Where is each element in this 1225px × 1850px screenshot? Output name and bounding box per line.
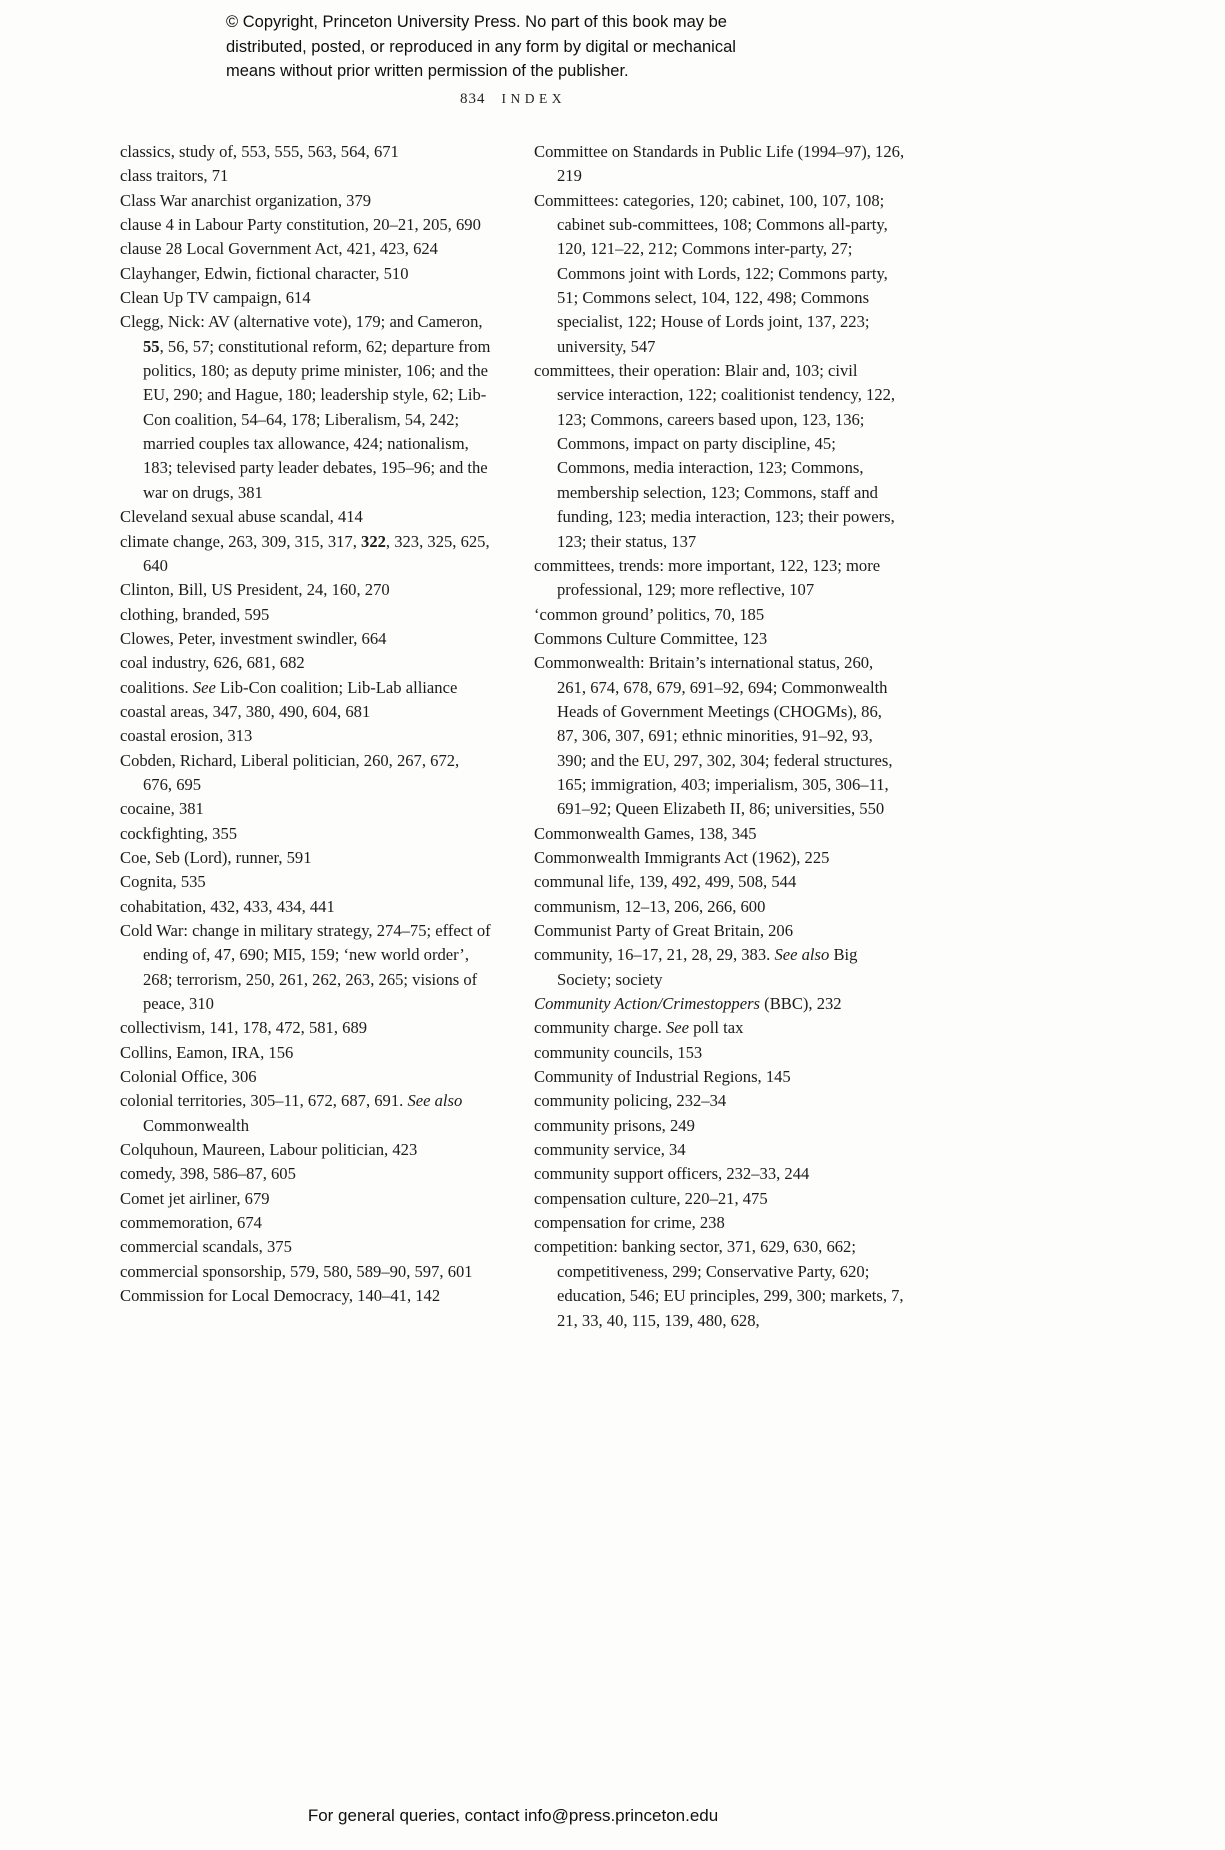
index-entry: ‘common ground’ politics, 70, 185 (534, 604, 765, 624)
index-entry: Comet jet airliner, 679 (120, 1188, 270, 1208)
index-entry: Colquhoun, Maureen, Labour politician, 423 (120, 1140, 418, 1160)
index-entry: coastal areas, 347, 380, 490, 604, 681 (120, 701, 371, 721)
index-entry: comedy, 398, 586–87, 605 (120, 1164, 296, 1184)
index-entry: clause 28 Local Government Act, 421, 423, 624 (120, 239, 438, 259)
index-entry: coal industry, 626, 681, 682 (120, 653, 305, 673)
page-header (120, 90, 906, 108)
index-entry: cocaine, 381 (120, 799, 204, 819)
page-content (120, 90, 906, 1333)
index-entry: coalitions. See Lib-Con coalition; Lib-Lab alliance (120, 677, 458, 697)
index-entry: Coe, Seb (Lord), runner, 591 (120, 847, 312, 867)
index-entry: Cleveland sexual abuse scandal, 414 (120, 507, 363, 527)
index-entry: Commission for Local Democracy, 140–41, 142 (120, 1286, 441, 1306)
index-entry: communism, 12–13, 206, 266, 600 (534, 896, 766, 916)
index-entry: Colonial Office, 306 (120, 1067, 257, 1087)
footer-text: For general queries, contact info@press.princeton.edu (307, 1806, 719, 1825)
index-entry: Community of Industrial Regions, 145 (534, 1067, 791, 1087)
index-column-right (534, 140, 906, 1333)
index-entry: clothing, branded, 595 (120, 604, 270, 624)
index-entry: Collins, Eamon, IRA, 156 (120, 1042, 294, 1062)
index-entry: Cold War: change in military strategy, 274–75; effect of ending of, 47, 690; MI5, 159; ‘new world order’, 268; terrorism, 250, 261, 262, 263, 265; visions of peace, 310 (120, 921, 491, 1014)
index-entry: commercial sponsorship, 579, 580, 589–90, 597, 601 (120, 1261, 473, 1281)
index-entry: Clean Up TV campaign, 614 (120, 288, 311, 308)
index-entry: collectivism, 141, 178, 472, 581, 689 (120, 1018, 368, 1038)
copyright-notice (226, 10, 876, 84)
index-entry: climate change, 263, 309, 315, 317, 322, 323, 325, 625, 640 (120, 531, 490, 575)
index-entry: community policing, 232–34 (534, 1091, 727, 1111)
index-entry: Clowes, Peter, investment swindler, 664 (120, 628, 387, 648)
index-title: INDEX (501, 91, 566, 106)
index-entry: compensation culture, 220–21, 475 (534, 1188, 768, 1208)
copyright-line-1: © Copyright, Princeton University Press. No part of this book may be (226, 13, 727, 31)
index-entry: Commonwealth: Britain’s international status, 260, 261, 674, 678, 679, 691–92, 694; Commonwealth Heads of Government Meetings (CHOGMs), 86, 87, 306, 307, 691; ethnic minorities, 91–92, 93, 390; and the EU, 297, 302, 304; federal structures, 165; immigration, 403; imperialism, 305, 306–11, 691–92; Queen Elizabeth II, 86; universities, 550 (534, 653, 893, 819)
index-entry: Clinton, Bill, US President, 24, 160, 270 (120, 580, 390, 600)
index-entry: community prisons, 249 (534, 1115, 695, 1135)
index-entry: coastal erosion, 313 (120, 726, 253, 746)
index-entry: community support officers, 232–33, 244 (534, 1164, 810, 1184)
index-entry: classics, study of, 553, 555, 563, 564, 671 (120, 142, 399, 161)
index-column-left (120, 140, 492, 1333)
index-entry: commercial scandals, 375 (120, 1237, 292, 1257)
index-entry: cockfighting, 355 (120, 823, 238, 843)
copyright-line-2: distributed, posted, or reproduced in any form by digital or mechanical (226, 37, 736, 56)
index-entry: community service, 34 (534, 1140, 686, 1160)
index-entry: Cobden, Richard, Liberal politician, 260, 267, 672, 676, 695 (120, 750, 460, 794)
index-entry: competition: banking sector, 371, 629, 630, 662; competitiveness, 299; Conservative Party, 620; education, 546; EU principles, 299, 300; markets, 7, 21, 33, 40, 115, 139, 480, 628, (534, 1237, 904, 1330)
index-entry: Commonwealth Immigrants Act (1962), 225 (534, 847, 830, 867)
index-entry: Committee on Standards in Public Life (1994–97), 126, 219 (534, 142, 905, 186)
index-entry: Committees: categories, 120; cabinet, 100, 107, 108; cabinet sub-committees, 108; Commons all-party, 120, 121–22, 212; Commons inter-party, 27; Commons joint with Lords, 122; Commons party, 51; Commons select, 104, 122, 498; Commons specialist, 122; House of Lords joint, 137, 223; university, 547 (534, 190, 888, 356)
index-entry: Clayhanger, Edwin, fictional character, 510 (120, 263, 409, 283)
index-entry: Commonwealth Games, 138, 345 (534, 823, 757, 843)
index-entry: Community Action/Crimestoppers (BBC), 232 (534, 994, 842, 1014)
index-entry: Cognita, 535 (120, 872, 206, 892)
index-entry: community, 16–17, 21, 28, 29, 383. See also Big Society; society (534, 945, 858, 989)
index-entry: community charge. See poll tax (534, 1018, 744, 1038)
index-entry: community councils, 153 (534, 1042, 703, 1062)
index-entry: committees, their operation: Blair and, 103; civil service interaction, 122; coalitionist tendency, 122, 123; Commons, careers based upon, 123, 136; Commons, impact on party discipline, 45; Commons, media interaction, 123; Commons, membership selection, 123; Commons, staff and funding, 123; media interaction, 123; their powers, 123; their status, 137 (534, 361, 896, 551)
index-entry: clause 4 in Labour Party constitution, 20–21, 205, 690 (120, 215, 481, 235)
index-entry: cohabitation, 432, 433, 434, 441 (120, 896, 335, 916)
index-entry: colonial territories, 305–11, 672, 687, 691. See also Commonwealth (120, 1091, 463, 1135)
copyright-line-3: means without prior written permission of the publisher. (226, 62, 629, 80)
index-entry: compensation for crime, 238 (534, 1213, 725, 1233)
page-number: 834 (460, 91, 486, 107)
index-entry: Clegg, Nick: AV (alternative vote), 179; and Cameron, 55, 56, 57; constitutional reform, 62; departure from politics, 180; as deputy prime minister, 106; and the EU, 290; and Hague, 180; leadership style, 62; Lib-Con coalition, 54–64, 178; Liberalism, 54, 242; married couples tax allowance, 424; nationalism, 183; televised party leader debates, 195–96; and the war on drugs, 381 (120, 312, 491, 502)
index-entry: Communist Party of Great Britain, 206 (534, 921, 794, 940)
index-entry: Class War anarchist organization, 379 (120, 190, 372, 210)
index-entry: commemoration, 674 (120, 1213, 262, 1233)
index-entry: communal life, 139, 492, 499, 508, 544 (534, 872, 797, 892)
index-entry: class traitors, 71 (120, 166, 229, 186)
index-columns (120, 140, 906, 1333)
index-entry: committees, trends: more important, 122, 123; more professional, 129; more reflective, 107 (534, 555, 881, 600)
index-entry: Commons Culture Committee, 123 (534, 628, 768, 648)
